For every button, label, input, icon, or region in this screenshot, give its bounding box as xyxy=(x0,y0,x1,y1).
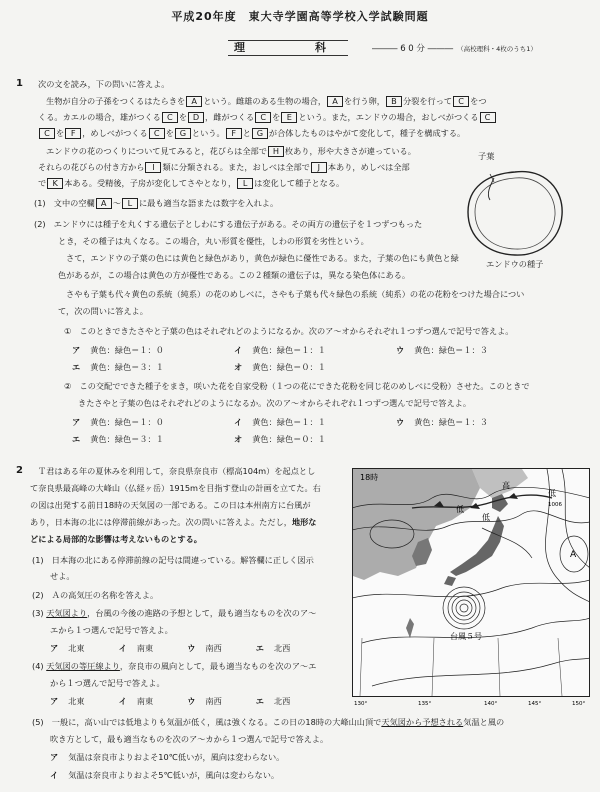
blank-k[interactable]: K xyxy=(47,178,63,189)
typhoon-label: 台風５号 xyxy=(450,632,482,641)
q1-item-1: ① このときできたさやと子葉の色はそれぞれどのようになるか。次のア～オからそれぞれ１つずつ選んで記号で答えよ。 xyxy=(64,326,514,336)
q1-item-2-option-c: ウ 黄色：緑色＝１：３ xyxy=(396,417,488,427)
blank-a[interactable]: A xyxy=(96,198,112,209)
weather-map xyxy=(352,468,590,708)
blank-l[interactable]: L xyxy=(122,198,138,209)
q1-item-2-option-d: エ 黄色：緑色＝３：１ xyxy=(72,434,164,444)
duration xyxy=(372,42,537,54)
q2-sub-1-line-2: せよ。 xyxy=(50,571,75,581)
q2-sub-4-line-2: から１つ選んで記号で答えよ。 xyxy=(50,678,165,688)
q1-sub-2-line-4: 色があるが，この場合は黄色の方が優性である。この２種類の遺伝子は，異なる染色体にある。 xyxy=(58,270,411,280)
q2-sub-3-options: ア 北東 イ 南東 ウ 南西 エ 北西 xyxy=(50,643,291,653)
subject-label: 理 科 xyxy=(228,40,348,56)
lon-140: 140° xyxy=(484,701,498,707)
pressure-value: 1006 xyxy=(548,502,562,508)
q1-item-2-line-1: ② この交配でできた種子をまき，咲いた花を自家受粉（１つの花にできた花粉を同じ花のめしべに受粉）させた。このときで xyxy=(64,381,530,391)
blank-f[interactable]: F xyxy=(65,128,81,139)
exam-title: 平成20年度 東大寺学園高等学校入学試験問題 xyxy=(171,10,429,23)
q1-item-2-option-a: ア 黄色：緑色＝１：０ xyxy=(72,417,164,427)
q2-line-2: て奈良県最高峰の大峰山（仏経ヶ岳）1915mを目指す登山の計画を立てた。右 xyxy=(30,483,321,493)
q2-sub-5-line-1: (5) 一般に，高い山では低地よりも気温が低く，風は強くなる。この日の18時の大峰山山頂で天気図から予想される気温と風の xyxy=(32,717,505,727)
lon-135: 135° xyxy=(418,701,432,707)
q1-para-line-5: それらの花びらの付き方から I 類に分類される。また，おしべは全部で J 本あり，めしべは全部 xyxy=(38,162,410,172)
blank-i[interactable]: I xyxy=(145,162,161,173)
q1-sub-1: (1) 文中の空欄 A ～ L に最も適当な語または数字を入れよ。 xyxy=(34,198,279,208)
q1-para-line-2: くる。カエルの場合，雄がつくる C を D ，雌がつくる C を E という。また，エンドウの場合，おしべがつくる C xyxy=(38,111,497,123)
q2-sub-5-option-b: イ 気温は奈良市よりおよそ5℃低いが，風向は変わらない。 xyxy=(50,770,280,780)
blank-g[interactable]: G xyxy=(175,128,191,139)
blank-c[interactable]: C xyxy=(149,128,165,139)
q2-sub-3-line-1: (3) 天気図より，台風の今後の進路の予想として，最も適当なものを次のア～ xyxy=(32,608,317,618)
blank-b[interactable]: B xyxy=(386,96,402,107)
q2-sub-5-line-2: 吹き方として，最も適当なものを次のア～カから１つ選んで記号で答えよ。 xyxy=(50,734,329,744)
blank-j[interactable]: J xyxy=(311,162,327,173)
q1-sub-2-line-1: (2) エンドウには種子を丸くする遺伝子としわにする遺伝子がある。その両方の遺伝子を１つずつもった xyxy=(34,219,423,229)
blank-a[interactable]: A xyxy=(327,96,343,107)
blank-c[interactable]: C xyxy=(39,128,55,139)
question-2-number: 2 xyxy=(16,465,23,476)
question-1-number: 1 xyxy=(16,78,23,89)
q1-para-line-3: C を F ，めしべがつくる C を G という。 F と G が合体したものはやがて変化して，種子を構成する。 xyxy=(38,127,465,139)
low-pressure-label-2: 低 xyxy=(482,513,490,522)
q2-line-4: あり，日本海の北には停滞前線があった。次の問いに答えよ。ただし，地形な xyxy=(30,517,317,527)
q1-item-1-option-d: エ 黄色：緑色＝３：１ xyxy=(72,362,164,372)
q2-sub-1-line-1: (1) 日本海の北にある停滞前線の記号は間違っている。解答欄に正しく図示 xyxy=(32,555,314,565)
pea-seed-figure xyxy=(460,160,570,260)
lon-145: 145° xyxy=(528,701,542,707)
q2-line-3: の図は出発する前日18時の天気図の一部である。この日は本州南方に台風が xyxy=(30,500,311,510)
q2-line-1: Ｔ君はある年の夏休みを利用して，奈良県奈良市（標高104m）を起点とし xyxy=(38,466,316,476)
q2-sub-4-options: ア 北東 イ 南東 ウ 南西 エ 北西 xyxy=(50,696,291,706)
blank-c[interactable]: C xyxy=(255,112,271,123)
q1-item-1-option-c: ウ 黄色：緑色＝１：３ xyxy=(396,345,488,355)
q1-sub-2-line-2: とき，その種子は丸くなる。この場合，丸い形質を優性，しわの形質を劣性という。 xyxy=(58,236,369,246)
q1-sub-2-line-5: さやも子葉も代々黄色の系統（純系）の花のめしべに，さやも子葉も代々緑色の系統（純系）の花の花粉をつけた場合につい xyxy=(66,289,525,299)
q1-item-2-line-2: きたさやと子葉の色はそれぞれどのようになるか。次のア～オからそれぞれ１つずつ選んで記号で答えよ。 xyxy=(78,398,472,408)
q1-item-2-option-b: イ 黄色：緑色＝１：１ xyxy=(234,417,326,427)
blank-c[interactable]: C xyxy=(162,112,178,123)
figure-label-cotyledon: 子葉 xyxy=(478,151,495,161)
q1-para-line-1: 生物が自分の子孫をつくるはたらきを A という。雌雄のある生物の場合， A を行う卵， B 分裂を行って C をつ xyxy=(46,96,487,106)
blank-d[interactable]: D xyxy=(188,112,204,123)
figure-caption-pea-seed: エンドウの種子 xyxy=(486,259,544,269)
q1-item-2-option-e: オ 黄色：緑色＝０：１ xyxy=(234,434,326,444)
q1-para-line-6: で K 本ある。受精後，子房が変化してさやとなり， L は変化して種子となる。 xyxy=(38,178,345,188)
q2-sub-5-option-a: ア 気温は奈良市よりおよそ10℃低いが，風向は変わらない。 xyxy=(50,752,285,762)
duration-text: ――― 6 0 分 ――― xyxy=(372,44,454,54)
high-a-label: A xyxy=(570,550,577,560)
q2-sub-4-line-1: (4) 天気図の等圧線より，奈良市の風向として，最も適当なものを次のア～エ xyxy=(32,661,317,671)
low-pressure-label-1: 低 xyxy=(456,505,464,514)
sheet-note: （高校理科・4枚のうち1） xyxy=(457,45,537,53)
q1-sub-2-line-6: て，次の問いに答えよ。 xyxy=(58,306,148,316)
lon-150: 150° xyxy=(572,701,586,707)
q2-line-5: どによる局部的な影響は考えないものとする。 xyxy=(30,534,202,544)
q1-item-1-option-b: イ 黄色：緑色＝１：１ xyxy=(234,345,326,355)
q1-sub-2-line-3: さて，エンドウの子葉の色には黄色と緑色があり，黄色が緑色に優性である。また，子葉の色にも黄色と緑 xyxy=(66,253,459,263)
blank-f[interactable]: F xyxy=(226,128,242,139)
high-pressure-label: 高 xyxy=(502,481,510,490)
map-time-label: 18時 xyxy=(360,473,379,482)
lon-130: 130° xyxy=(354,701,368,707)
q1-item-1-option-a: ア 黄色：緑色＝１：０ xyxy=(72,345,164,355)
blank-a[interactable]: A xyxy=(186,96,202,107)
blank-e[interactable]: E xyxy=(281,112,297,123)
q1-intro: 次の文を読み，下の問いに答えよ。 xyxy=(38,79,170,89)
q1-para-line-4: エンドウの花のつくりについて見てみると，花びらは全部で H 枚あり，形や大きさが違っている。 xyxy=(46,146,416,156)
blank-g[interactable]: G xyxy=(252,128,268,139)
blank-l[interactable]: L xyxy=(237,178,253,189)
q1-item-1-option-e: オ 黄色：緑色＝０：１ xyxy=(234,362,326,372)
blank-h[interactable]: H xyxy=(268,146,284,157)
q2-sub-3-line-2: エから１つ選んで記号で答えよ。 xyxy=(50,625,173,635)
blank-c[interactable]: C xyxy=(453,96,469,107)
blank-c[interactable]: C xyxy=(480,112,496,123)
low-pressure-label-3: 低 xyxy=(548,489,556,498)
q2-sub-2: (2) Ａの高気圧の名称を答えよ。 xyxy=(32,590,159,600)
